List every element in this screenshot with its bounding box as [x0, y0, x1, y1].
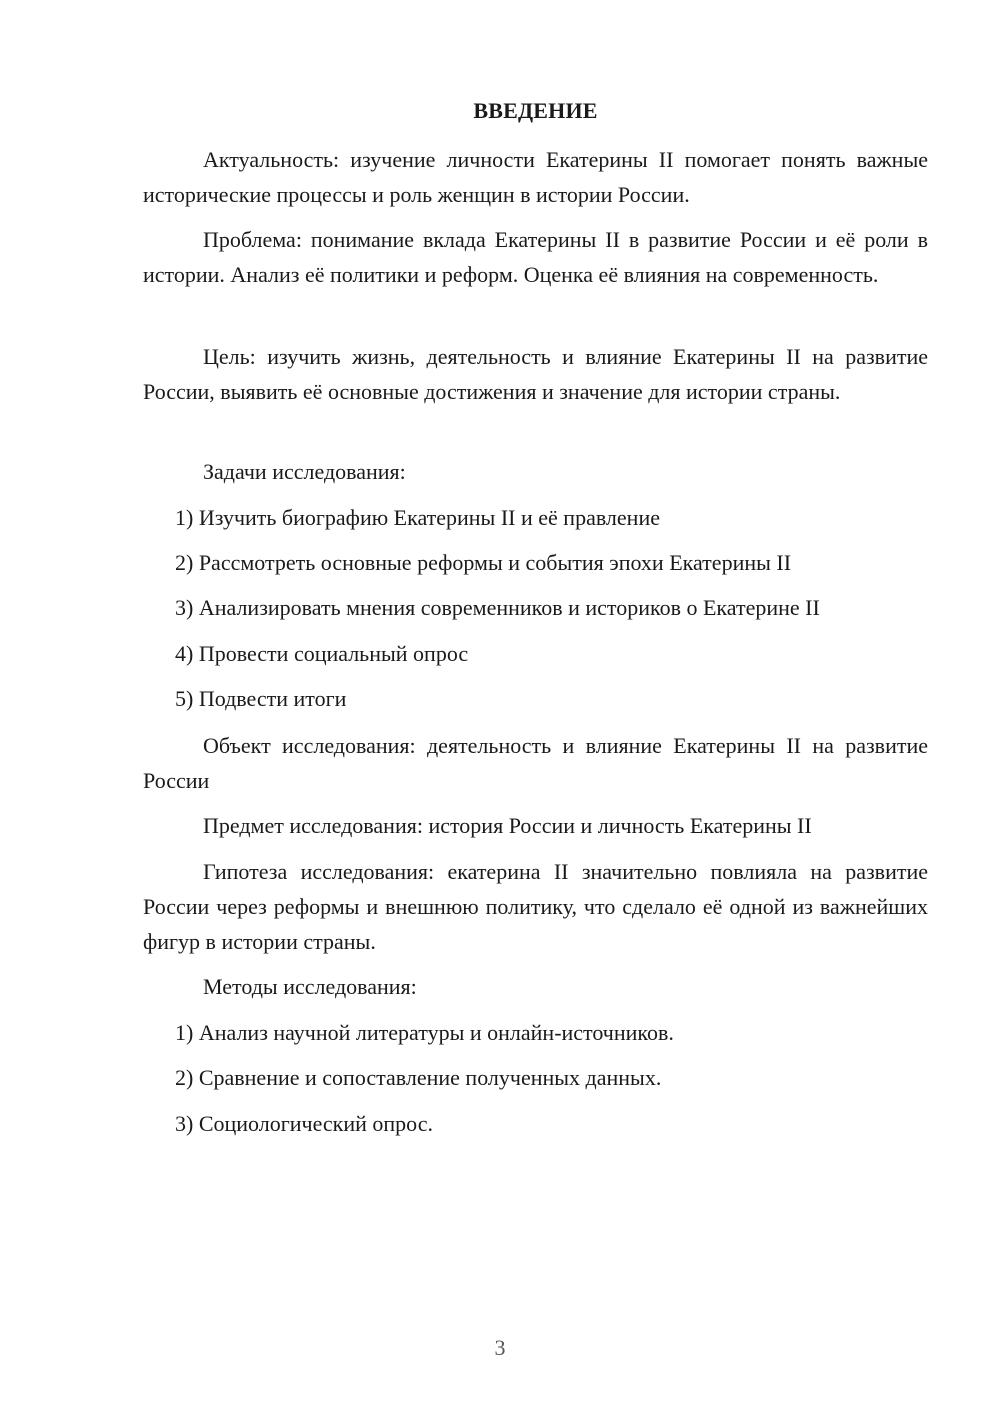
- tasks-title: Задачи исследования:: [203, 459, 406, 484]
- hypothesis-paragraph: Гипотеза исследования: екатерина II значительно повлияла на развитие России через реформы и внешнюю политику, что сделало её одной из важнейших фигур в истории страны.: [143, 859, 928, 954]
- relevance-paragraph: Актуальность: изучение личности Екатерины II помогает понять важные исторические процессы и роль женщин в истории России.: [143, 147, 928, 207]
- task-item-4: 4) Провести социальный опрос: [175, 641, 469, 666]
- goal-paragraph: Цель: изучить жизнь, деятельность и влияние Екатерины II на развитие России, выявить её основные достижения и значение для истории страны.: [143, 344, 928, 404]
- subject-paragraph: Предмет исследования: история России и личность Екатерины II: [203, 813, 812, 838]
- object-paragraph: Объект исследования: деятельность и влияние Екатерины II на развитие России: [143, 733, 928, 793]
- page-number: 3: [494, 1335, 506, 1360]
- problem-paragraph: Проблема: понимание вклада Екатерины II в развитие России и её роли в истории. Анализ её политики и реформ. Оценка её влияния на современность.: [143, 227, 928, 287]
- task-item-1: 1) Изучить биографию Екатерины II и её правление: [175, 505, 660, 530]
- task-item-3: 3) Анализировать мнения современников и историков о Екатерине II: [175, 595, 820, 620]
- section-heading: ВВЕДЕНИЕ: [473, 98, 598, 123]
- methods-title: Методы исследования:: [203, 974, 417, 999]
- method-item-3: 3) Социологический опрос.: [175, 1111, 433, 1136]
- method-item-2: 2) Сравнение и сопоставление полученных данных.: [175, 1065, 662, 1090]
- method-item-1: 1) Анализ научной литературы и онлайн-источников.: [175, 1020, 674, 1045]
- task-item-5: 5) Подвести итоги: [175, 686, 347, 711]
- task-item-2: 2) Рассмотреть основные реформы и события эпохи Екатерины II: [175, 550, 792, 575]
